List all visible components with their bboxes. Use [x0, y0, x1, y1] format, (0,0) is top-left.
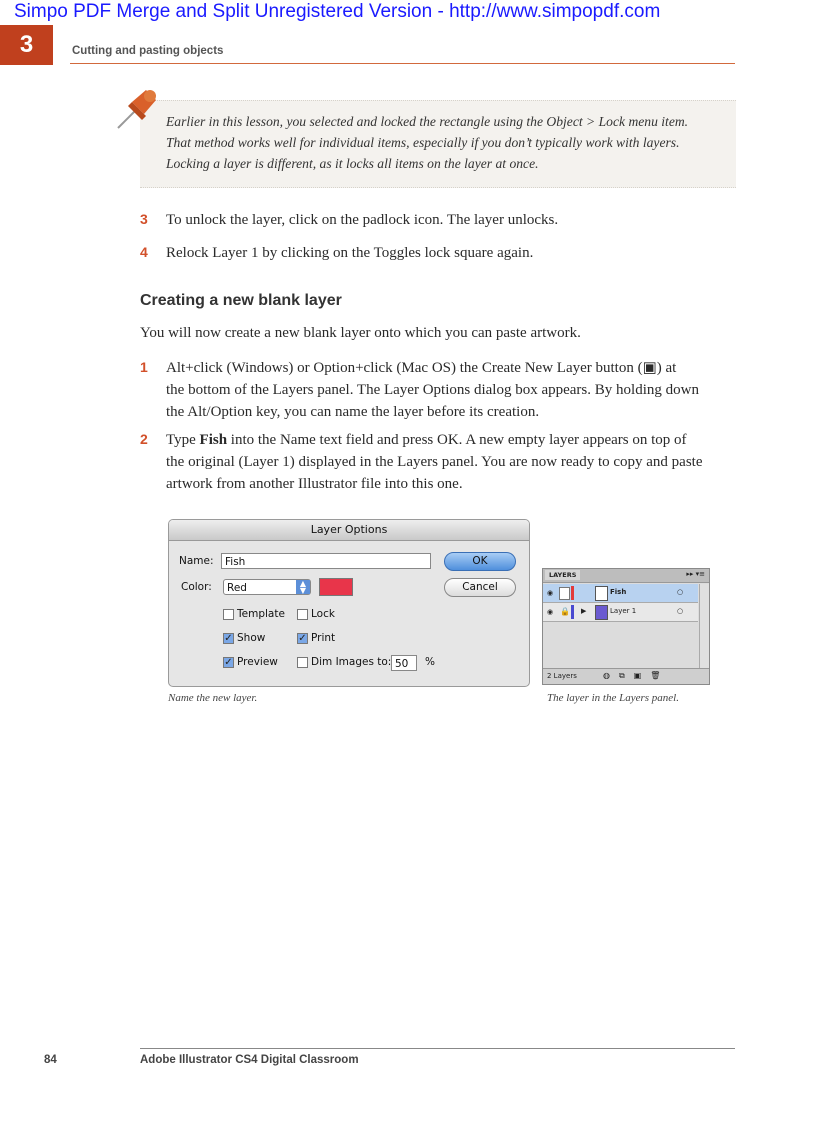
step-prefix: Type — [166, 432, 200, 448]
color-select-value: Red — [227, 582, 247, 594]
preview-checkbox[interactable]: ✓ — [224, 657, 233, 668]
step-line: the bottom of the Layers panel. The Layer Options dialog box appears. By holding down — [166, 382, 699, 398]
step-line: Alt+click (Windows) or Option+click (Mac OS) the Create New Layer button (▣) at — [166, 360, 677, 376]
color-swatch[interactable] — [319, 578, 353, 596]
panel-tab-bar — [543, 569, 709, 583]
template-label: Template — [237, 608, 285, 620]
preview-label: Preview — [237, 656, 278, 668]
step-number: 4 — [140, 244, 148, 260]
layer-row-fish[interactable] — [543, 584, 698, 603]
layer-options-dialog — [168, 519, 530, 687]
lock-label: Lock — [311, 608, 335, 620]
note-box — [140, 100, 736, 188]
eye-icon[interactable]: ◉ — [547, 608, 554, 616]
layer-row-1[interactable] — [543, 603, 698, 622]
lock-checkbox[interactable] — [297, 609, 308, 620]
dialog-title: Layer Options — [169, 520, 529, 541]
layer-name[interactable]: Layer 1 — [610, 607, 637, 615]
dim-images-checkbox[interactable] — [297, 657, 308, 668]
step-line: the Alt/Option key, you can name the layer before its creation. — [166, 404, 540, 420]
color-select[interactable] — [223, 579, 311, 595]
note-line: Locking a layer is different, as it locks all items on the layer at once. — [166, 156, 539, 171]
print-label: Print — [311, 632, 336, 644]
section-heading: Creating a new blank layer — [140, 292, 342, 309]
footer-rule — [140, 1048, 735, 1049]
step-text: To unlock the layer, click on the padlock icon. The layer unlocks. — [166, 212, 559, 228]
step-line — [166, 429, 736, 451]
layer-thumbnail — [595, 605, 608, 620]
step-text — [166, 429, 736, 495]
dim-images-label: Dim Images to: — [311, 656, 392, 668]
note-line: Earlier in this lesson, you selected and locked the rectangle using the Object > Lock menu item. — [166, 114, 689, 129]
percent-label: % — [425, 656, 435, 668]
name-input[interactable]: Fish — [221, 553, 431, 569]
caption-panel: The layer in the Layers panel. — [547, 692, 679, 704]
step-number: 3 — [140, 211, 148, 227]
ok-button[interactable]: OK — [444, 552, 516, 571]
note-text — [166, 111, 726, 174]
layer-color-bar — [571, 605, 574, 619]
dim-value-input[interactable]: 50 — [391, 655, 417, 671]
panel-footer-buttons[interactable]: ◍⧉▣🗑 — [603, 671, 670, 680]
note-line: That method works well for individual items, especially if you don’t typically work with layers. — [166, 135, 680, 150]
step-text — [166, 357, 736, 423]
layer-name[interactable]: Fish — [610, 588, 627, 596]
step-number: 1 — [140, 359, 148, 375]
template-checkbox[interactable] — [223, 609, 234, 620]
select-arrows-icon: ▲ ▼ — [296, 580, 310, 594]
layer-count: 2 Layers — [547, 672, 577, 680]
layer-color-bar — [571, 586, 574, 600]
step-number: 2 — [140, 431, 148, 447]
caption-dialog: Name the new layer. — [168, 692, 258, 704]
expand-triangle-icon[interactable]: ▶ — [581, 607, 587, 615]
padlock-icon[interactable]: 🔒 — [560, 607, 570, 616]
color-swatch-fill — [320, 579, 352, 595]
target-icon[interactable]: ○ — [677, 607, 684, 615]
header-rule — [70, 63, 735, 64]
step-rest: into the Name text field and press OK. A new empty layer appears on top of — [227, 432, 687, 448]
target-icon[interactable]: ○ — [677, 588, 684, 596]
color-label: Color: — [181, 581, 212, 593]
panel-menu-icon[interactable]: ▸▸ ▾≡ — [686, 570, 705, 578]
chapter-number: 3 — [0, 25, 53, 65]
name-label: Name: — [179, 555, 214, 567]
step-bold: Fish — [199, 432, 228, 448]
pushpin-icon — [112, 86, 162, 134]
scrollbar[interactable] — [699, 584, 709, 668]
eye-icon[interactable]: ◉ — [547, 589, 554, 597]
layer-thumbnail — [595, 586, 608, 601]
step-text: Relock Layer 1 by clicking on the Toggles lock square again. — [166, 245, 534, 261]
section-intro: You will now create a new blank layer onto which you can paste artwork. — [140, 325, 581, 341]
layers-tab[interactable]: LAYERS — [545, 570, 580, 580]
watermark: Simpo PDF Merge and Split Unregistered Version - http://www.simpopdf.com — [14, 1, 661, 22]
book-title: Adobe Illustrator CS4 Digital Classroom — [140, 1054, 359, 1066]
lock-toggle[interactable] — [559, 587, 570, 600]
show-checkbox[interactable]: ✓ — [224, 633, 233, 644]
step-line: artwork from another Illustrator file into this one. — [166, 476, 463, 492]
cancel-button[interactable]: Cancel — [444, 578, 516, 597]
chapter-title: Cutting and pasting objects — [72, 45, 224, 57]
step-line: the original (Layer 1) displayed in the Layers panel. You are now ready to copy and paste — [166, 454, 703, 470]
page-number: 84 — [44, 1054, 57, 1066]
print-checkbox[interactable]: ✓ — [298, 633, 307, 644]
layers-panel — [542, 568, 710, 685]
show-label: Show — [237, 632, 266, 644]
panel-footer — [543, 668, 709, 685]
